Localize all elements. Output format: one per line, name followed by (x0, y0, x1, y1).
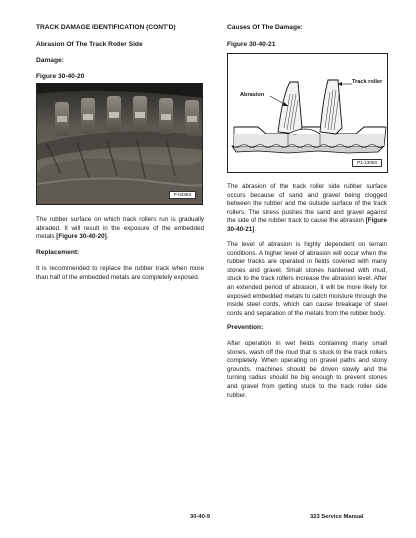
causes-paragraph-1 (227, 183, 387, 235)
section-title: TRACK DAMAGE IDENTIFICATION (CONT'D) (36, 24, 176, 31)
figure-30-40-20-label: Figure 30-40-20 (36, 73, 85, 80)
damage-heading: Damage: (36, 57, 64, 64)
causes-text: The abrasion of the track roller side rubber surface occurs because of sand and gravel being clogged between the rubber and the outside surface of the track rollers. The stress pushes the sand and gravel against the side of the rubber track to cause the abrasion (227, 183, 387, 225)
prevention-heading: Prevention: (227, 324, 264, 331)
figure-30-40-21-label: Figure 30-40-21 (227, 41, 276, 48)
page-number: 30-40-9 (190, 514, 210, 520)
manual-name: 323 Service Manual (310, 514, 364, 520)
figure-reference-link[interactable]: [Figure 30-40-20] (56, 233, 107, 241)
callout-abrasion: Abrasion (240, 92, 265, 98)
damage-text-end: . (106, 233, 109, 241)
damage-text: The rubber surface on which track rollers run is gradually abraded. It will result in the exposure of the embedded metals (36, 216, 204, 241)
causes-text-end: . (254, 225, 257, 233)
prevention-paragraph: After operation in wet fields containing many small stones, wash off the mud that is stuck to the track rollers completely. When operating on gravel paths and stony grounds, machines should be driven slowly and the turning radius should be big enough to prevent stones and gravel from getting stuck to the track roller side rubber. (227, 340, 387, 399)
figure-30-40-21-diagram (227, 53, 388, 173)
damage-paragraph (36, 216, 204, 242)
replacement-heading: Replacement: (36, 249, 80, 256)
replacement-paragraph: It is recommended to replace the rubber track when more than half of the embedded metals are completely exposed. (36, 265, 204, 281)
track-roller-diagram (228, 54, 388, 173)
subsection-title: Abrasion Of The Track Roller Side (36, 41, 143, 48)
causes-heading: Causes Of The Damage: (227, 24, 303, 31)
causes-paragraph-2: The level of abrasion is highly dependent on terrain conditions. A higher level of abrasion will occur when the rubber tracks are operated in fields covered with many stones and gravel. Small stones hardened with mud, stuck to the track rollers increase the abrasion level. After an extended period of abrasion, it will be more likely for exposed embedded metals to catch moisture through the inside steel cords, which can cause breakage of steel cords and separation of the metals from the rubber body. (227, 241, 387, 317)
worn-track-photo (37, 84, 203, 205)
figure-30-40-20-photo (36, 83, 203, 205)
figure-reference-link[interactable]: [Figure 30-40-21] (227, 217, 387, 233)
figure-code: P-04383 (169, 191, 196, 199)
figure-code: P1-13053 (352, 159, 382, 167)
callout-track-roller: Track roller (352, 79, 383, 85)
